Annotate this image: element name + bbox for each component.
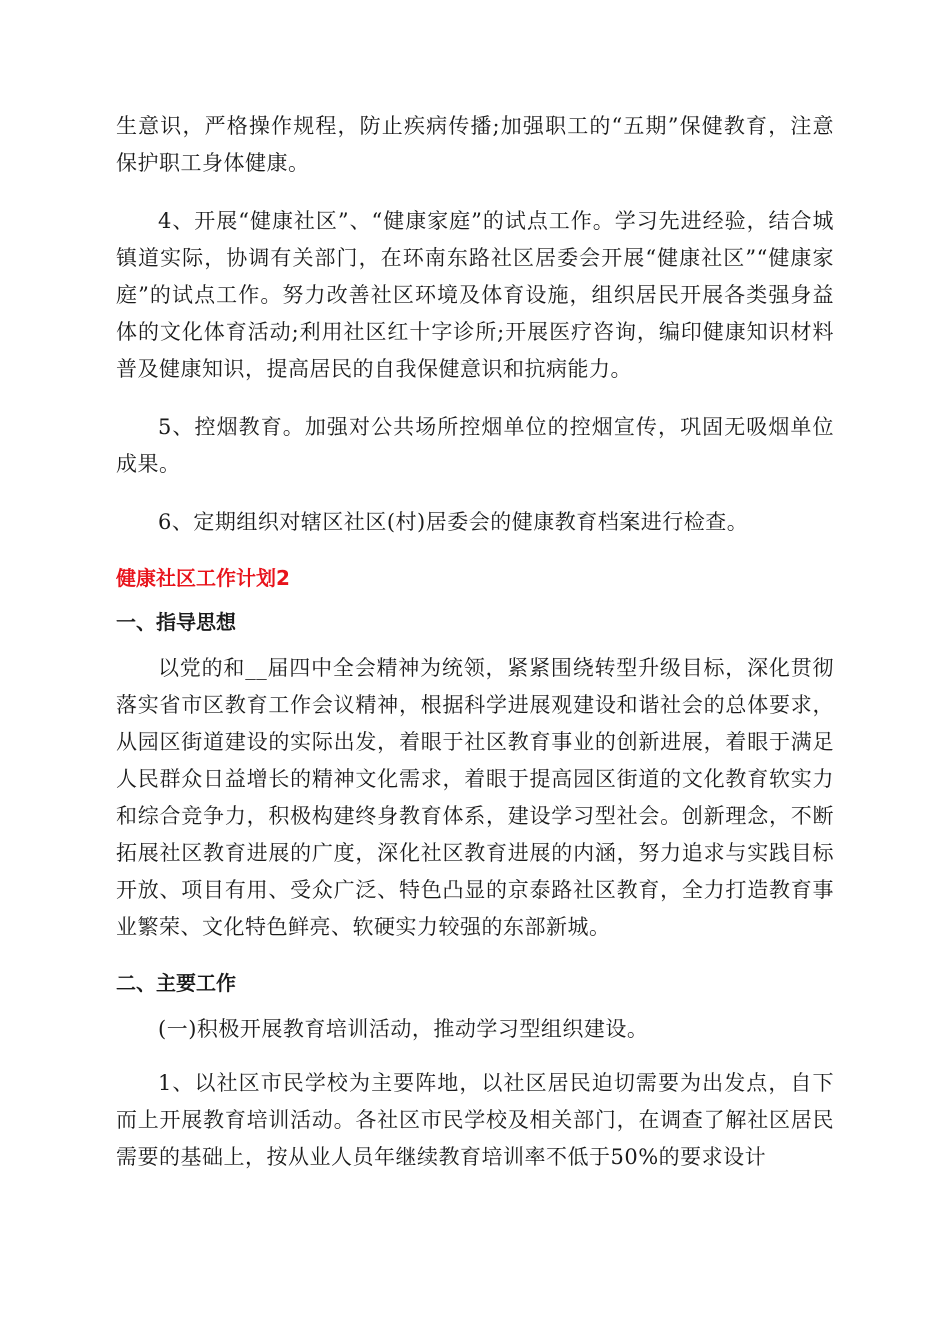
heading-guiding-ideology: 一、指导思想: [116, 610, 236, 634]
paragraph-item-5: 5、控烟教育。加强对公共场所控烟单位的控烟宣传，巩固无吸烟单位成果。: [116, 415, 834, 476]
document-page: [116, 108, 834, 1176]
paragraph-work-item-1: 1、以社区市民学校为主要阵地，以社区居民迫切需要为出发点，自下而上开展教育培训活动。各社区市民学校及相关部门，在调查了解社区居民需要的基础上，按从业人员年继续教育培训率不低于50%的要求设计: [116, 1071, 834, 1169]
section-title: 健康社区工作计划2: [116, 566, 290, 590]
paragraph-sub-heading-1: (一)积极开展教育培训活动，推动学习型组织建设。: [158, 1017, 649, 1041]
paragraph-hygiene: 生意识，严格操作规程，防止疾病传播;加强职工的“五期”保健教育，注意保护职工身体健康。: [116, 114, 834, 175]
heading-main-work: 二、主要工作: [116, 971, 236, 995]
paragraph-item-4: 4、开展“健康社区”、“健康家庭”的试点工作。学习先进经验，结合城镇道实际，协调有关部门，在环南东路社区居委会开展“健康社区”“健康家庭”的试点工作。努力改善社区环境及体育设施，组织居民开展各类强身益体的文化体育活动;利用社区红十字诊所;开展医疗咨询，编印健康知识材料普及健康知识，提高居民的自我保健意识和抗病能力。: [116, 209, 834, 381]
paragraph-item-6: 6、定期组织对辖区社区(村)居委会的健康教育档案进行检查。: [158, 510, 749, 534]
paragraph-guiding-ideology: 以党的和__届四中全会精神为统领，紧紧围绕转型升级目标，深化贯彻落实省市区教育工作会议精神，根据科学进展观建设和谐社会的总体要求，从园区街道建设的实际出发，着眼于社区教育事业的创新进展，着眼于满足人民群众日益增长的精神文化需求，着眼于提高园区街道的文化教育软实力和综合竞争力，积极构建终身教育体系，建设学习型社会。创新理念，不断拓展社区教育进展的广度，深化社区教育进展的内涵，努力追求与实践目标开放、项目有用、受众广泛、特色凸显的京泰路社区教育，全力打造教育事业繁荣、文化特色鲜亮、软硬实力较强的东部新城。: [116, 656, 834, 939]
